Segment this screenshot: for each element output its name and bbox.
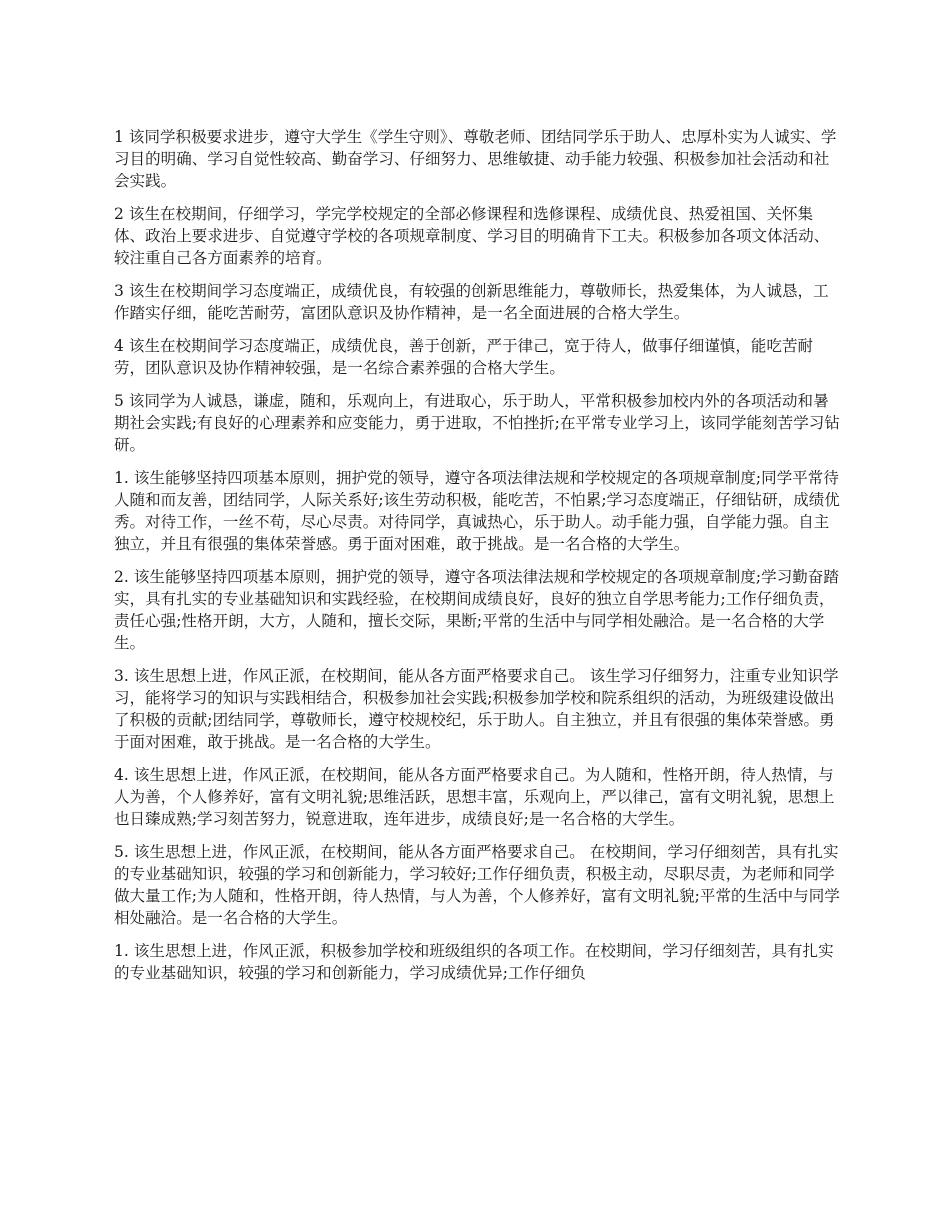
paragraph-6: 1. 该生能够坚持四项基本原则，拥护党的领导，遵守各项法律法规和学校规定的各项规章制度;同学平常待人随和而友善，团结同学，人际关系好;该生劳动积极，能吃苦，不怕累;学习态度端正，仔细钻研，成绩优秀。对待工作，一丝不苟，尽心尽责。对待同学，真诚热心，乐于助人。动手能力强，自学能力强。自主独立，并且有很强的集体荣誉感。勇于面对困难，敢于挑战。是一名合格的大学生。 [114, 469, 840, 553]
paragraph-4: 4 该生在校期间学习态度端正，成绩优良，善于创新，严于律己，宽于待人，做事仔细谨慎，能吃苦耐劳，团队意识及协作精神较强，是一名综合素养强的合格大学生。 [114, 337, 814, 377]
paragraph-10: 5. 该生思想上进，作风正派，在校期间，能从各方面严格要求自己。 在校期间，学习仔细刻苦，具有扎实的专业基础知识，较强的学习和创新能力，学习较好;工作仔细负责，积极主动，尽职尽责，为老师和同学做大量工作;为人随和，性格开朗，待人热情，与人为善，个人修养好，富有文明礼貌;平常的生活中与同学相处融洽。是一名合格的大学生。 [114, 843, 840, 927]
paragraph-9: 4. 该生思想上进，作风正派，在校期间，能从各方面严格要求自己。为人随和，性格开朗，待人热情，与人为善，个人修养好，富有文明礼貌;思维活跃，思想丰富，乐观向上，严以律己，富有文明礼貌，思想上也日臻成熟;学习刻苦努力，锐意进取，连年进步，成绩良好;是一名合格的大学生。 [114, 766, 835, 828]
document-body [114, 126, 840, 995]
paragraph-1: 1 该同学积极要求进步，遵守大学生《学生守则》、尊敬老师、团结同学乐于助人、忠厚朴实为人诚实、学习目的明确、学习自觉性较高、勤奋学习、仔细努力、思维敏捷、动手能力较强、积极参加社会活动和社会实践。 [114, 128, 837, 190]
paragraph-3: 3 该生在校期间学习态度端正，成绩优良，有较强的创新思维能力，尊敬师长，热爱集体，为人诚恳，工作踏实仔细，能吃苦耐劳，富团队意识及协作精神，是一名全面进展的合格大学生。 [114, 282, 829, 322]
paragraph-7: 2. 该生能够坚持四项基本原则，拥护党的领导，遵守各项法律法规和学校规定的各项规章制度;学习勤奋踏实，具有扎实的专业基础知识和实践经验，在校期间成绩良好，良好的独立自学思考能力;工作仔细负责，责任心强;性格开朗，大方，人随和，擅长交际，果断;平常的生活中与同学相处融洽。是一名合格的大学生。 [114, 568, 839, 652]
paragraph-5: 5 该同学为人诚恳，谦虚，随和，乐观向上，有进取心，乐于助人，平常积极参加校内外的各项活动和暑期社会实践;有良好的心理素养和应变能力，勇于进取，不怕挫折;在平常专业学习上，该同学能刻苦学习钻研。 [114, 392, 840, 454]
paragraph-11: 1. 该生思想上进，作风正派，积极参加学校和班级组织的各项工作。在校期间，学习仔细刻苦，具有扎实的专业基础知识，较强的学习和创新能力，学习成绩优异;工作仔细负 [114, 942, 834, 982]
paragraph-2: 2 该生在校期间，仔细学习，学完学校规定的全部必修课程和选修课程、成绩优良、热爱祖国、关怀集体、政治上要求进步、自觉遵守学校的各项规章制度、学习目的明确肯下工夫。积极参加各项文体活动、较注重自己各方面素养的培育。 [114, 205, 830, 267]
paragraph-8: 3. 该生思想上进，作风正派，在校期间，能从各方面严格要求自己。 该生学习仔细努力，注重专业知识学习，能将学习的知识与实践相结合，积极参加社会实践;积极参加学校和院系组织的活动，为班级建设做出了积极的贡献;团结同学，尊敬师长，遵守校规校纪，乐于助人。自主独立，并且有很强的集体荣誉感。勇于面对困难，敢于挑战。是一名合格的大学生。 [114, 667, 839, 751]
